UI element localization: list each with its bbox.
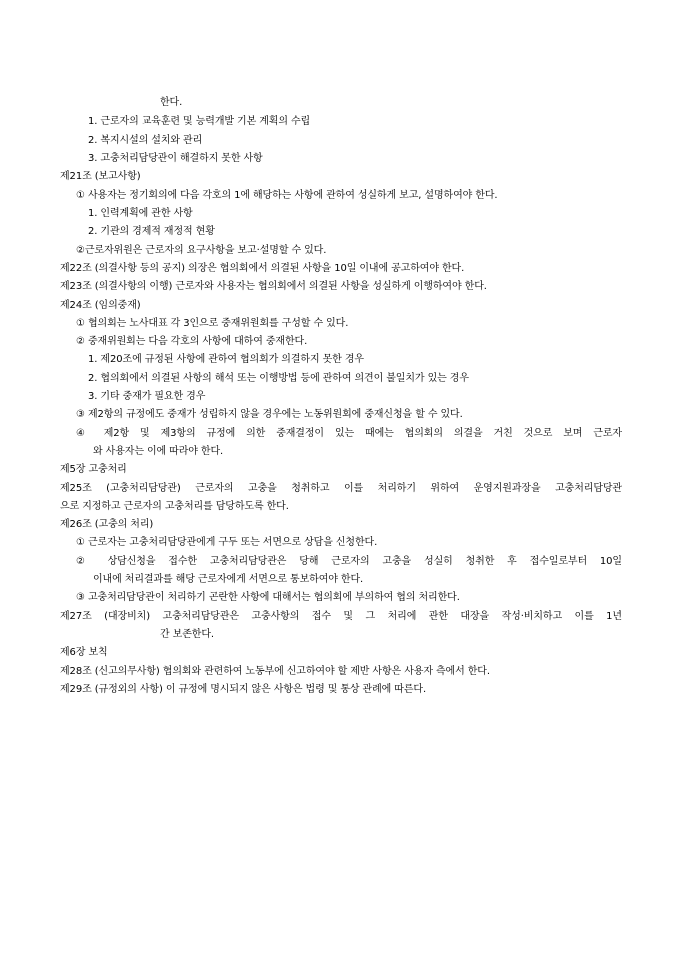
- text-line: ① 근로자는 고충처리담당관에게 구두 또는 서면으로 상담을 신청한다.: [76, 537, 378, 548]
- text-line: 이내에 처리결과를 해당 근로자에게 서면으로 통보하여야 한다.: [93, 574, 364, 585]
- article-line: 제25조 (고충처리담당관) 근로자의 고충을 청취하고 이를 처리하기 위하여 운영지원과장을 고충처리담당관: [60, 483, 622, 494]
- chapter-heading: 제5장 고충처리: [60, 464, 127, 475]
- text-line: 1. 인력계획에 관한 사항: [88, 208, 193, 219]
- text-line: ② 중재위원회는 다음 각호의 사항에 대하여 중재한다.: [76, 336, 308, 347]
- text-line: ③ 제2항의 규정에도 중재가 성립하지 않을 경우에는 노동위원회에 중재신청을 할 수 있다.: [76, 409, 463, 420]
- text-line: ② 상담신청을 접수한 고충처리담당관은 당해 근로자의 고충을 성실히 청취한 후 접수일로부터 10일: [76, 556, 622, 567]
- text-line: 3. 기타 중재가 필요한 경우: [88, 391, 206, 402]
- text-line: 2. 협의회에서 의결된 사항의 해석 또는 이행방법 등에 관하여 의견이 불일치가 있는 경우: [88, 373, 469, 384]
- article-line: 제27조 (대장비치) 고충처리담당관은 고충사항의 접수 및 그 처리에 관한 대장을 작성·비치하고 이를 1년: [60, 611, 622, 622]
- text-line: ④ 제2항 및 제3항의 규정에 의한 중재결정이 있는 때에는 협의회의 의결을 거친 것으로 보며 근로자: [76, 428, 622, 439]
- article-line: 제23조 (의결사항의 이행) 근로자와 사용자는 협의회에서 의결된 사항을 성실하게 이행하여야 한다.: [60, 281, 487, 292]
- text-line: ②근로자위원은 근로자의 요구사항을 보고·설명할 수 있다.: [76, 245, 327, 256]
- article-line: 제28조 (신고의무사항) 협의회와 관련하여 노동부에 신고하여야 할 제반 사항은 사용자 측에서 한다.: [60, 666, 490, 677]
- article-heading: 제21조 (보고사항): [60, 171, 141, 182]
- article-heading: 제24조 (임의중재): [60, 300, 141, 311]
- text-line: 1. 제20조에 규정된 사항에 관하여 협의회가 의결하지 못한 경우: [88, 354, 364, 365]
- text-line: 간 보존한다.: [160, 629, 214, 640]
- article-line: 제29조 (규정외의 사항) 이 규정에 명시되지 않은 사항은 법령 및 통상 관례에 따른다.: [60, 684, 427, 695]
- text-line: 2. 기관의 경제적 재정적 현황: [88, 226, 215, 237]
- article-line: 으로 지정하고 근로자의 고충처리를 담당하도록 한다.: [60, 501, 289, 512]
- text-line: ① 협의회는 노사대표 각 3인으로 중재위원회를 구성할 수 있다.: [76, 318, 349, 329]
- text-line: ① 사용자는 정기회의에 다음 각호의 1에 해당하는 사항에 관하여 성실하게 보고, 설명하여야 한다.: [76, 190, 498, 201]
- article-line: 제22조 (의결사항 등의 공지) 의장은 협의회에서 의결된 사항을 10일 이내에 공고하여야 한다.: [60, 263, 465, 274]
- chapter-heading: 제6장 보칙: [60, 647, 108, 658]
- text-line: 1. 근로자의 교육훈련 및 능력개발 기본 계획의 수립: [88, 116, 311, 127]
- text-line: 3. 고충처리담당관이 해결하지 못한 사항: [88, 153, 263, 164]
- text-line: 와 사용자는 이에 따라야 한다.: [93, 446, 224, 457]
- text-line: 2. 복지시설의 설치와 관리: [88, 135, 203, 146]
- text-line: ③ 고충처리담당관이 처리하기 곤란한 사항에 대해서는 협의회에 부의하여 협의 처리한다.: [76, 592, 460, 603]
- text-line: 한다.: [160, 97, 183, 108]
- article-heading: 제26조 (고충의 처리): [60, 519, 154, 530]
